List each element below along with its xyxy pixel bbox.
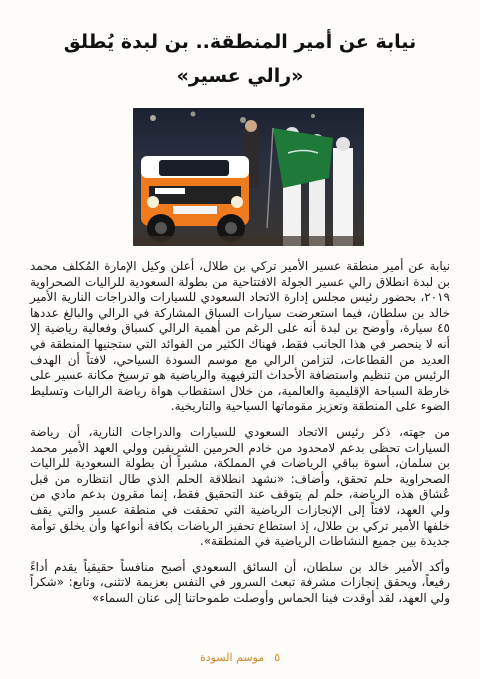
article-subtitle: «رالي عسير» xyxy=(176,65,304,87)
article-title: نيابة عن أمير المنطقة.. بن لبدة يُطلق xyxy=(63,31,417,53)
paragraph: وأكد الأمير خالد بن سلطان، أن السائق السعودي أصبح منافساً حقيقياً يقدم أداءً رفيعاً، ويحقق إنجازات مشرفة تبعث السرور في النفس بعزيمة لاتثنى، وتابع: «شكراً ولي العهد، لقد أوقدت فينا الحماس وأوصلت طموحاتنا إلى عنان السماء» xyxy=(30,559,450,605)
article-photo xyxy=(133,108,364,246)
magazine-name: موسم السودة xyxy=(200,651,265,664)
rally-car-photo-illustration xyxy=(133,108,364,246)
page-footer xyxy=(200,651,280,664)
paragraph: نيابة عن أمير منطقة عسير الأمير تركي بن طلال، أعلن وكيل الإمارة المُكلف محمد بن لبدة انطلاق رالي عسير الجولة الافتتاحية من بطولة السعودية للراليات الصحراوية ٢٠١٩، بحضور رئيس مجلس إدارة الاتحاد السعودي للسيارات والدراجات النارية الأمير خالد بن سلطان، فيما استعرضت سيارات السباق المشاركة في الرالي والبالغ عددها ٤٥ سيارة، وأوضح بن لبدة أنه على الرغم من أهمية الرالي كسباق وفعالية رياضية إلا أنه لا ينحصر في هذا الجانب فقط، فهناك الكثير من الفوائد التي ستجنيها المنطقة في العديد من القطاعات، لتزامن الرالي مع موسم السودة السياحي، لافتاً أن الهدف الرئيس من تنظيم واستضافة الأحداث الترفيهية والرياضية هو ترسيخ مكانة عسير على خارطة السياحة الإقليمية والعالمية، من خلال استقطاب هواة رياضة الراليات وتسليط الضوء على المنطقة وتعزيز مقوماتها السياحية والتاريخية. xyxy=(30,259,450,414)
paragraph: من جهته، ذكر رئيس الاتحاد السعودي للسيارات والدراجات النارية، أن رياضة السيارات تحظى بدعم لامحدود من خادم الحرمين الشريفين وولي العهد الأمير محمد بن سلمان، أسوة بباقي الرياضات في المملكة، مشيراً أن بطولة السعودية للراليات الصحراوية حلم تحقق، وأضاف: «نشهد انطلاقة الحلم الذي طال انتظاره من قبل عُشاق هذه الرياضة، حلم لم يتوقف عند التحقيق فقط، إنما مقرون بدعم مادي من ولي العهد، لافتاً إلى الإنجازات الرياضية التي تحققت في منطقة عسير والتي يقف خلفها الأمير تركي بن طلال، إذ استطاع تحفيز الرياضات بكافة أنواعها وأن يخلق توأمة جديدة بين جميع النشاطات الرياضية في المنطقة». xyxy=(30,424,450,549)
page-number: ٥ xyxy=(274,651,281,664)
article-body xyxy=(30,259,450,616)
article-header xyxy=(0,30,480,88)
